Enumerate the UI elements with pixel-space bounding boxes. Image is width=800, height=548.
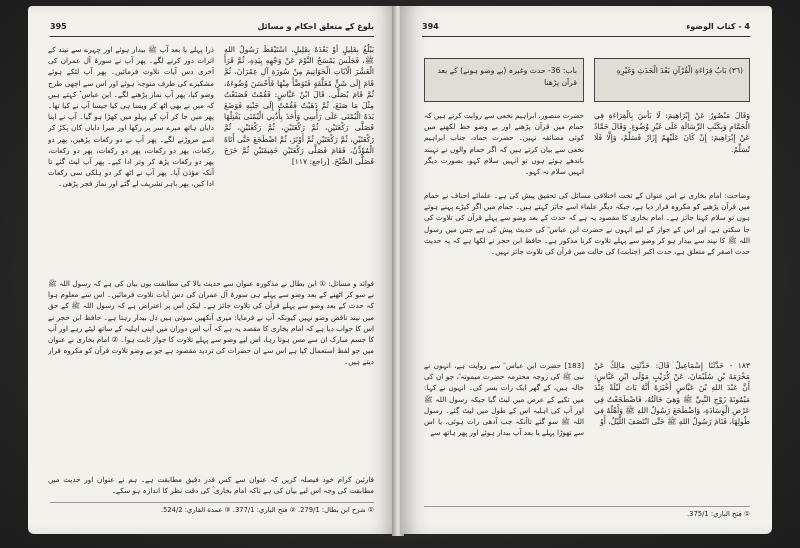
left-closing-note: قارئین کرام خود فیصلہ کریں کہ عنوان سے کس قدر دقیق مطابقت ہے۔ ہم نے عنوان اور حدیث میں مطابقت کی وجہ اس لیے بیان کی ہے تاکہ امام بخاری ؒ کی دقت نظر کا اندازہ ہو سکے۔ [48,475,374,496]
left-translation-column: ذرا پہلے یا بعد آپ ﷺ بیدار ہوئے اور چہرے سے نیند کے اثرات دور کرنے لگے۔ پھر آپ نے سورۂ آل عمران کی آخری دس آیات تلاوت فرمائیں۔ پھر آپ لٹکے ہوئے مشکیزے کی طرف متوجہ ہوئے اور اس سے اچھی طرح وضو کیا، پھر آپ نماز پڑھنے لگے۔ ابن عباس ؓ کہتے ہیں کہ میں نے بھی اٹھ کر ویسا ہی کیا جیسا آپ نے کیا تھا۔ پھر میں جا کر آپ کے پہلو میں کھڑا ہو گیا۔ آپ نے اپنا دایاں ہاتھ میرے سر پر رکھا اور میرا دایاں کان پکڑ کر اسے مروڑنے لگے۔ پھر آپ نے دو رکعات پڑھیں، پھر دو رکعات، پھر دو رکعات، پھر دو رکعات، پھر دو رکعات، پھر دو رکعات پڑھ کر وتر ادا کیے۔ پھر آپ لیٹ گئے تا آنکہ مؤذن آیا۔ پھر آپ نے اٹھ کر دو ہلکی سی رکعات ادا کیں، پھر باہر تشریف لے گئے اور نماز فجر پڑھی۔ [48,45,214,189]
chapter-heading-urdu: باب: 36- حدث وغیرہ (بے وضو ہونے) کے بعد قرآن پڑھنا [424,58,584,102]
left-footnote-separator [50,502,374,503]
left-running-title: بلوغ کے متعلق احکام و مسائل [257,22,374,31]
open-book [28,6,776,542]
right-arabic-intro: وَقَالَ مَنْصُورٌ عَنْ إِبْرَاهِيمَ: لَا بَأْسَ بِالْقِرَاءَةِ فِي الْحَمَّامِ وَبِكَتْبِ الرِّسَالَةِ عَلَى غَيْرِ وُضُوءٍ. وَقَالَ حَمَّادٌ عَنْ إِبْرَاهِيمَ: إِنْ كَانَ عَلَيْهِمْ إِزَارٌ فَسَلِّمْ، وَإِلَّا فَلَا تُسَلِّمْ. [594,111,750,154]
hadith-urdu-translation: [183] حضرت ابن عباس ؓ سے روایت ہے، انہوں نے نبی ﷺ کی زوجہ محترمہ حضرت میمونہ ؓ، جو ان کی خالہ ہیں، کے گھر ایک رات بسر کی۔ انہوں نے کہا: میں تکیے کے عرض میں لیٹ گیا جبکہ رسول اللہ ﷺ اور آپ کی اہلیہ اس کے طول میں لیٹ گئے۔ رسول اللہ ﷺ سو گئے تاآنکہ جب آدھی رات ہوئی، یا اس سے تھوڑا پہلے یا بعد آپ بیدار ہوئے اور پھر ہاتھ سے [424,361,584,438]
right-page [400,6,772,534]
right-footnote-separator [424,506,750,507]
left-page-number: 395 [50,22,67,31]
right-urdu-intro: حضرت منصور، ابراہیم نخعی سے روایت کرتے ہیں کہ حمام میں قرآن پڑھنے اور بے وضو خط لکھنے میں کوئی مضائقہ نہیں۔ حضرت حماد، جناب ابراہیم نخعی سے بیان کرتے ہیں کہ اگر حمام والوں نے تہبند باندھے ہوئے ہوں تو انہیں سلام کہو، بصورت دیگر انہیں سلام نہ کہو۔ [424,111,584,177]
left-page-header [50,20,374,37]
right-page-header [422,20,750,37]
hadith-arabic: ١٨٣ - حَدَّثَنَا إِسْمَاعِيلُ قَالَ: حَدَّثَنِي مَالِكٌ عَنْ مَخْرَمَةَ بْنِ سُلَيْمَانَ، عَنْ كُرَيْبٍ مَوْلَى ابْنِ عَبَّاسٍ: أَنَّ عَبْدَ اللهِ بْنَ عَبَّاسٍ أَخْبَرَهُ أَنَّهُ بَاتَ لَيْلَةً عِنْدَ مَيْمُونَةَ زَوْجِ النَّبِيِّ ﷺ وَهِيَ خَالَتُهُ، فَاضْطَجَعْتُ فِي عَرْضِ الْوِسَادَةِ، وَاضْطَجَعَ رَسُولُ اللهِ ﷺ وَأَهْلُهُ فِي طُولِهَا، فَنَامَ رَسُولُ اللهِ ﷺ حَتَّى انْتَصَفَ اللَّيْلُ، أَوْ [594,361,750,427]
right-running-title: 4 - كتاب الوضوء [686,22,750,31]
left-page [28,6,396,534]
left-footnotes: ① شرح ابن بطال: 279/1. ② فتح الباري: 377/1. ③ عمدة القاري: 524/2. [160,506,374,514]
chapter-explanation: وضاحت: امام بخاری نے اس عنوان کے تحت اختلافی مسائل کی تحقیق پیش کی ہے۔ علمائے احناف نے حمام میں قرآن پڑھنے کو مکروہ قرار دیا ہے، جبکہ دیگر علماء اسے جائز کہتے ہیں۔ حمام میں اگر کپڑے پہنے ہوئے ہوں تو سلام کہنا جائز ہے۔ امام بخاری کا مقصود یہ ہے کہ حدث کے بعد وضو سے پہلے قرآن کی تلاوت کی جا سکتی ہے، اور اس کے جواز کے لیے انہوں نے حضرت ابن عباس ؓ کی حدیث پیش کی ہے جس میں رسول اللہ ﷺ کا نیند سے بیدار ہو کر وضو سے پہلے تلاوت کرنا مذکور ہے۔ حافظ ابن حجر نے لکھا ہے کہ یہ حدیث حدث اصغر کے متعلق ہے، حدث اکبر (جنابت) کی حالت میں قرآن کی تلاوت جائز نہیں۔ [424,191,750,257]
left-arabic-column: يَبْلُغُ بِقَلِيلٍ أَوْ بَعْدَهُ بِقَلِيلٍ، اسْتَيْقَظَ رَسُولُ اللهِ ﷺ، فَجَلَسَ يَمْسَحُ النَّوْمَ عَنْ وَجْهِهِ بِيَدِهِ، ثُمَّ قَرَأَ الْعَشْرَ الْآيَاتِ الْخَوَاتِيمَ مِنْ سُورَةِ آلِ عِمْرَانَ، ثُمَّ قَامَ إِلَى شَنٍّ مُعَلَّقَةٍ فَتَوَضَّأَ مِنْهَا فَأَحْسَنَ وُضُوءَهُ، ثُمَّ قَامَ يُصَلِّي. قَالَ ابْنُ عَبَّاسٍ: فَقُمْتُ فَصَنَعْتُ مِثْلَ مَا صَنَعَ، ثُمَّ ذَهَبْتُ فَقُمْتُ إِلَى جَنْبِهِ فَوَضَعَ يَدَهُ الْيُمْنَى عَلَى رَأْسِي وَأَخَذَ بِأُذُنِي الْيُمْنَى يَفْتِلُهَا فَصَلَّى رَكْعَتَيْنِ، ثُمَّ رَكْعَتَيْنِ، ثُمَّ رَكْعَتَيْنِ، ثُمَّ رَكْعَتَيْنِ، ثُمَّ رَكْعَتَيْنِ ثُمَّ أَوْتَرَ، ثُمَّ اضْطَجَعَ حَتَّى أَتَاهُ الْمُؤَذِّنُ، فَقَامَ فَصَلَّى رَكْعَتَيْنِ خَفِيفَتَيْنِ ثُمَّ خَرَجَ فَصَلَّى الصُّبْحَ. [راجع: ١١٧] [224,45,374,167]
left-commentary: فوائد و مسائل: ① ابن بطال نے مذکورہ عنوان سے حدیث بالا کی مطابقت یوں بیان کی ہے کہ رسول اللہ ﷺ نے سو کر اٹھنے کے بعد وضو سے پہلے ہی سورۂ آل عمران کی دس آیات تلاوت فرمائیں۔ اس سے معلوم ہوا کہ حدث کے بعد وضو سے پہلے قرآن کی تلاوت جائز ہے۔ لیکن اس پر اعتراض ہے کہ رسول اللہ ﷺ کے حق میں نیند ناقض وضو نہیں کیونکہ آپ نے فرمایا: میری آنکھیں سوتی ہیں دل بیدار رہتا ہے۔ حافظ ابن حجر نے اس کا جواب دیا ہے کہ امام بخاری کا مقصد یہ ہے کہ آپ اس دوران میں اپنی اہلیہ کے ساتھ لیٹے رہے اور آپ کا جسم مبارک ان سے مس ہوتا رہا، اس لیے وضو سے پہلے تلاوت کا جواز ثابت ہوا۔ ② امام بخاری نے عنوان میں جو لفظ استعمال کیا ہے اس سے ان حضرات کی تردید مقصود ہے جو بے وضو تلاوت قرآن کو مکروہ قرار دیتے ہیں۔ [48,279,374,367]
right-footnotes: ① فتح الباري: 375/1. [686,510,750,518]
chapter-heading-arabic: (٣٦) بَابُ قِرَاءَةِ الْقُرْآنِ بَعْدَ الْحَدَثِ وَغَيْرِهِ [594,58,750,102]
right-page-number: 394 [422,22,439,31]
